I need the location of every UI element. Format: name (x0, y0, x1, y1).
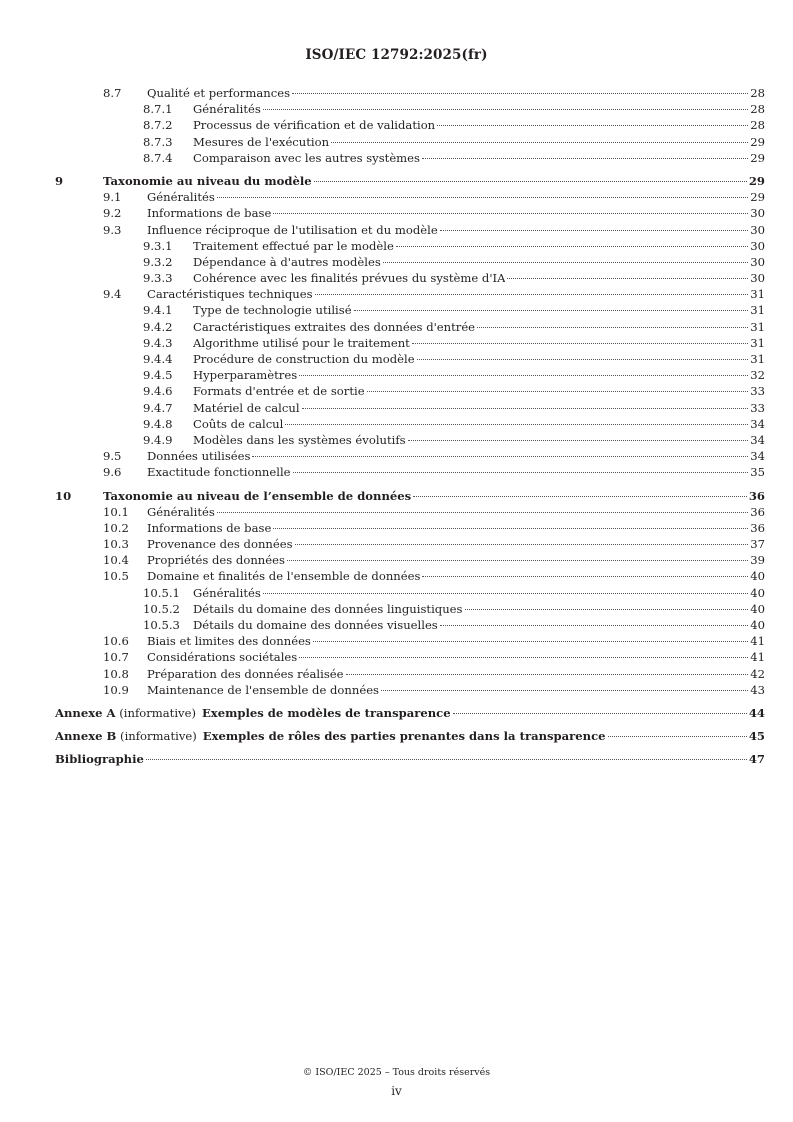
toc-entry[interactable] (55, 117, 765, 133)
toc-entry-number: 9.4.9 (143, 432, 173, 447)
dot-leader (217, 197, 748, 198)
dot-leader (367, 391, 749, 392)
toc-annex-heading (55, 705, 451, 721)
toc-entry-title: Traitement effectué par le modèle (193, 238, 394, 253)
toc-entry-title: Généralités (147, 504, 215, 519)
toc-entry[interactable] (55, 351, 765, 367)
toc-entry-page: 28 (750, 118, 765, 133)
dot-leader (273, 213, 748, 214)
toc-entry[interactable] (55, 134, 765, 150)
dot-leader (440, 625, 748, 626)
toc-entry-page: 41 (750, 634, 765, 649)
toc-entry-number: 9.4.8 (143, 416, 173, 431)
toc-entry-title: Détails du domaine des données visuelles (193, 618, 438, 632)
dot-leader (408, 440, 749, 441)
dot-leader (507, 278, 748, 279)
annex-title: Exemples de modèles de transparence (201, 705, 451, 720)
toc-entry-number: 9.3.1 (143, 238, 173, 253)
toc-entry-page: 31 (750, 352, 765, 366)
toc-entry-number: 8.7.1 (143, 102, 173, 117)
dot-leader (422, 158, 748, 159)
toc-entry-title: Modèles dans les systèmes évolutifs (193, 432, 406, 447)
dot-leader (217, 512, 748, 513)
toc-annex-heading (55, 728, 606, 744)
toc-entry-number: 10.5.2 (143, 601, 180, 616)
toc-entry-page: 33 (750, 400, 765, 415)
toc-entry-title: Matériel de calcul (193, 400, 300, 415)
toc-entry-page: 34 (750, 416, 765, 431)
dot-leader (292, 93, 748, 94)
toc-entry[interactable] (55, 432, 765, 448)
toc-entry-page: 36 (750, 520, 765, 535)
toc-entry[interactable] (55, 682, 765, 698)
toc-entry-title: Algorithme utilisé pour le traitement (193, 335, 410, 350)
toc-entry-number: 10.8 (103, 666, 129, 681)
toc-entry-number: 8.7.3 (143, 134, 173, 149)
toc-entry-number: 10.1 (103, 504, 129, 519)
toc-entry-page: 30 (750, 206, 765, 221)
dot-leader (273, 528, 748, 529)
toc-entry-title: Caractéristiques extraites des données d'entrée (193, 319, 476, 334)
toc-entry[interactable] (55, 319, 765, 335)
toc-entry-title: Informations de base (147, 206, 272, 221)
dot-leader (346, 674, 749, 675)
dot-leader (299, 375, 748, 376)
toc-entry-title: Données utilisées (147, 449, 251, 464)
toc-entry[interactable] (55, 617, 765, 633)
dot-leader (263, 593, 748, 594)
dot-leader (314, 181, 747, 182)
toc-entry-number: 8.7 (103, 86, 122, 100)
annex-info: (informative) (115, 705, 196, 720)
dot-leader (295, 544, 749, 545)
toc-entry-title: Maintenance de l'ensemble de données (147, 682, 380, 697)
toc-entry[interactable] (55, 189, 765, 205)
toc-entry-page: 31 (750, 287, 765, 302)
toc-entry-title: Domaine et finalités de l'ensemble de données (147, 569, 421, 584)
toc-entry-page: 31 (750, 319, 765, 334)
toc-entry-number: 9.4 (103, 287, 122, 302)
dot-leader (383, 262, 748, 263)
dot-leader (252, 456, 748, 457)
toc-entry-title: Provenance des données (147, 537, 293, 552)
toc-entry-number: 10.5.3 (143, 618, 180, 632)
toc-entry-page: 28 (750, 102, 765, 117)
toc-entry-page: 34 (750, 432, 765, 447)
annex-title: Exemples de rôles des parties prenantes dans la transparence (202, 729, 606, 744)
toc-entry-number: 10 (55, 488, 72, 503)
toc-entry[interactable] (55, 448, 765, 464)
toc-entry-page: 29 (750, 134, 765, 149)
toc-entry-title: Propriétés des données (147, 553, 285, 568)
toc-entry-title: Caractéristiques techniques (147, 287, 313, 302)
toc-annex-entry[interactable] (55, 705, 765, 721)
toc-entry[interactable] (55, 254, 765, 270)
toc-entry[interactable] (55, 400, 765, 416)
toc-entry[interactable] (55, 416, 765, 432)
toc-entry-number: 9.4.7 (143, 400, 173, 415)
toc-entry-page: 47 (748, 752, 765, 767)
dot-leader (437, 125, 748, 126)
dot-leader (313, 641, 748, 642)
dot-leader (465, 609, 749, 610)
toc-entry-page: 40 (750, 569, 765, 584)
toc-entry-number: 10.7 (103, 650, 129, 665)
copyright-notice: © ISO/IEC 2025 – Tous droits réservés (302, 1067, 491, 1078)
toc-entry-page: 31 (750, 303, 765, 318)
toc-entry-number: 9.1 (103, 190, 122, 205)
toc-entry-number: 9.4.3 (143, 335, 173, 350)
toc-entry-number: 10.3 (103, 537, 129, 552)
toc-entry-number: 9.2 (103, 206, 122, 221)
toc-entry-number: 9.4.5 (143, 368, 173, 383)
toc-entry-title: Comparaison avec les autres systèmes (193, 150, 420, 165)
toc-entry[interactable] (55, 666, 765, 682)
toc-entry-page: 30 (750, 254, 765, 269)
toc-entry-page: 40 (750, 601, 765, 616)
toc-entry-number: 10.4 (103, 553, 129, 568)
toc-entry-number: 9.4.2 (143, 319, 173, 334)
toc-entry-title: Taxonomie au niveau du modèle (103, 173, 312, 188)
toc-entry[interactable] (55, 173, 765, 189)
toc-entry-number: 8.7.2 (143, 118, 173, 133)
toc-entry-title: Qualité et performances (147, 86, 291, 100)
toc-entry-page: 34 (750, 449, 765, 464)
toc-entry-number: 10.6 (103, 634, 129, 649)
toc-entry-title: Formats d'entrée et de sortie (193, 384, 365, 399)
toc-entry-title: Biais et limites des données (147, 634, 311, 649)
toc-entry-number: 10.9 (103, 682, 129, 697)
dot-leader (396, 246, 748, 247)
toc-entry-title: Taxonomie au niveau de l’ensemble de données (103, 488, 412, 503)
toc-entry-page: 37 (750, 537, 765, 552)
toc-entry-page: 30 (750, 271, 765, 286)
toc-entry[interactable] (55, 464, 765, 480)
toc-entry-number: 9 (55, 173, 64, 188)
toc-entry[interactable] (55, 568, 765, 584)
dot-leader (287, 560, 748, 561)
toc-entry[interactable] (55, 633, 765, 649)
toc-entry-title: Type de technologie utilisé (193, 303, 352, 318)
toc-entry-title: Influence réciproque de l'utilisation et du modèle (147, 222, 438, 237)
toc-entry-page: 28 (750, 86, 765, 100)
toc-entry[interactable] (55, 302, 765, 318)
dot-leader (263, 109, 748, 110)
dot-leader (453, 713, 747, 714)
annex-label: Annexe B (55, 729, 117, 744)
dot-leader (315, 294, 749, 295)
toc-entry[interactable] (55, 601, 765, 617)
toc-entry[interactable] (55, 270, 765, 286)
toc-entry-page: 42 (750, 666, 765, 681)
dot-leader (381, 690, 748, 691)
toc-entry-title: Hyperparamètres (193, 368, 298, 383)
toc-entry-title: Considérations sociétales (147, 650, 298, 665)
toc-entry-number: 9.4.1 (143, 303, 173, 318)
table-of-contents (55, 85, 765, 768)
dot-leader (293, 472, 749, 473)
dot-leader (412, 343, 748, 344)
document-id-header: ISO/IEC 12792:2025(fr) (305, 47, 488, 63)
toc-entry-title: Mesures de l'exécution (193, 134, 330, 149)
toc-entry-page: 45 (748, 729, 765, 744)
toc-entry-number: 10.5 (103, 569, 129, 584)
annex-label: Annexe A (55, 705, 116, 720)
toc-entry-page: 40 (750, 618, 765, 632)
dot-leader (354, 310, 749, 311)
toc-annex-entry[interactable] (55, 728, 765, 744)
toc-entry[interactable] (55, 101, 765, 117)
toc-entry-page: 36 (750, 504, 765, 519)
toc-entry-number: 10.5.1 (143, 585, 180, 600)
toc-entry[interactable] (55, 335, 765, 351)
toc-entry-page: 41 (750, 650, 765, 665)
bibliography-title: Bibliographie (55, 752, 144, 767)
toc-entry[interactable] (55, 238, 765, 254)
toc-entry-page: 30 (750, 222, 765, 237)
toc-entry-page: 35 (750, 465, 765, 480)
toc-entry-page: 36 (748, 488, 765, 503)
dot-leader (299, 657, 748, 658)
dot-leader (422, 576, 748, 577)
dot-leader (331, 142, 748, 143)
dot-leader (285, 424, 748, 425)
toc-entry[interactable] (55, 504, 765, 520)
toc-entry-page: 29 (750, 150, 765, 165)
dot-leader (477, 327, 748, 328)
toc-entry-number: 9.4.4 (143, 352, 173, 366)
toc-entry-page: 29 (750, 190, 765, 205)
toc-entry-number: 9.6 (103, 465, 122, 480)
toc-entry[interactable] (55, 205, 765, 221)
toc-entry-page: 31 (750, 335, 765, 350)
toc-entry[interactable] (55, 536, 765, 552)
toc-entry-number: 8.7.4 (143, 150, 173, 165)
toc-entry-title: Généralités (193, 585, 261, 600)
toc-entry[interactable] (55, 222, 765, 238)
toc-entry-page: 30 (750, 238, 765, 253)
toc-entry[interactable] (55, 85, 765, 101)
toc-entry-title: Préparation des données réalisée (147, 666, 344, 681)
annex-info: (informative) (116, 729, 197, 744)
dot-leader (440, 230, 749, 231)
page-number: iv (391, 1084, 402, 1098)
toc-entry-title: Informations de base (147, 520, 272, 535)
toc-entry-page: 44 (748, 705, 765, 720)
toc-entry-title: Généralités (193, 102, 261, 117)
toc-entry[interactable] (55, 552, 765, 568)
toc-entry[interactable] (55, 286, 765, 302)
toc-entry-page: 40 (750, 585, 765, 600)
toc-bibliography-entry[interactable] (55, 751, 765, 767)
toc-entry-page: 32 (750, 368, 765, 383)
dot-leader (302, 408, 749, 409)
toc-entry[interactable] (55, 150, 765, 166)
dot-leader (608, 736, 747, 737)
toc-entry-number: 10.2 (103, 520, 129, 535)
toc-entry-title: Dépendance à d'autres modèles (193, 254, 381, 269)
toc-entry-title: Généralités (147, 190, 215, 205)
toc-entry-number: 9.5 (103, 449, 122, 464)
toc-entry-title: Exactitude fonctionnelle (147, 465, 291, 480)
toc-entry[interactable] (55, 585, 765, 601)
toc-entry-number: 9.3.3 (143, 271, 173, 286)
toc-entry-page: 33 (750, 384, 765, 399)
toc-entry-page: 43 (750, 682, 765, 697)
toc-entry-page: 39 (750, 553, 765, 568)
toc-entry[interactable] (55, 383, 765, 399)
toc-entry-number: 9.3 (103, 222, 122, 237)
toc-entry[interactable] (55, 488, 765, 504)
toc-entry-title: Coûts de calcul (193, 416, 284, 431)
dot-leader (146, 759, 747, 760)
toc-entry-title: Procédure de construction du modèle (193, 352, 415, 366)
toc-entry-title: Cohérence avec les finalités prévues du système d'IA (193, 271, 506, 286)
toc-entry-number: 9.4.6 (143, 384, 173, 399)
toc-entry-title: Détails du domaine des données linguistiques (193, 601, 463, 616)
toc-entry-title: Processus de vérification et de validation (193, 118, 436, 133)
toc-entry-page: 29 (748, 173, 765, 188)
toc-entry[interactable] (55, 649, 765, 665)
dot-leader (413, 496, 747, 497)
dot-leader (417, 359, 749, 360)
toc-entry[interactable] (55, 367, 765, 383)
toc-entry-number: 9.3.2 (143, 254, 173, 269)
toc-entry[interactable] (55, 520, 765, 536)
